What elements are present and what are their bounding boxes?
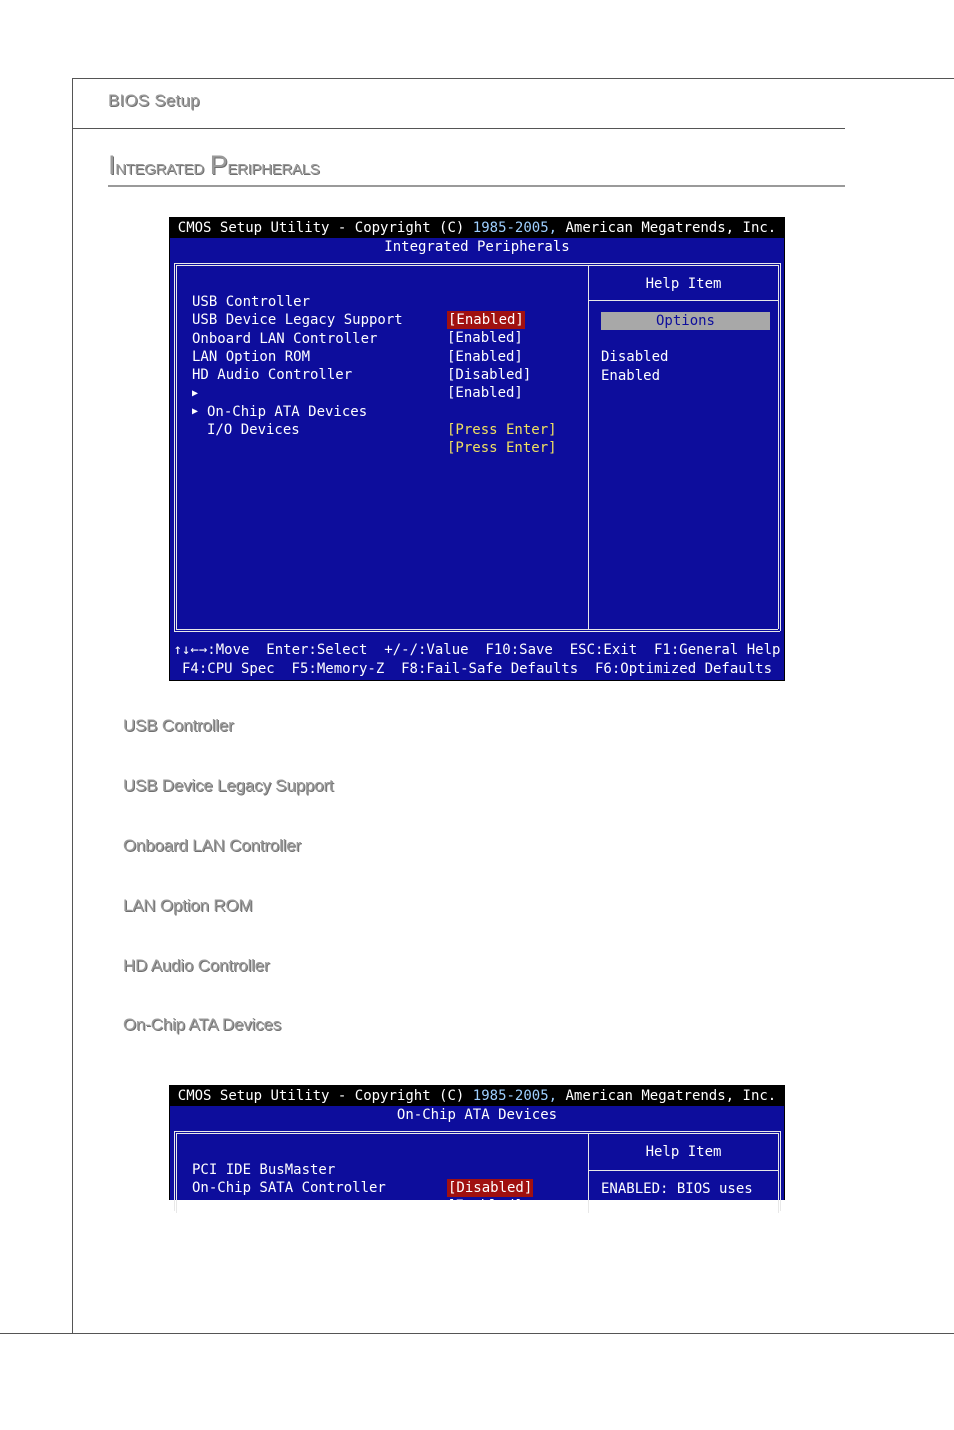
heading-usb-legacy: USB Device Legacy Support (123, 776, 334, 795)
item-label: USB Device Legacy Support (192, 312, 403, 328)
item-label: On-Chip ATA Devices (207, 404, 368, 420)
item-value[interactable]: [Press Enter] (447, 440, 557, 456)
section-title-initial-1: I (108, 150, 116, 180)
item-value[interactable]: [Enabled] (447, 1198, 523, 1214)
help-item-title: Help Item (645, 1144, 722, 1160)
item-label: On-Chip SATA Controller (192, 1180, 386, 1196)
frame-right-inner (778, 1133, 779, 1213)
left-margin-rule (72, 78, 73, 1334)
heading-hd-audio: HD Audio Controller (123, 956, 270, 975)
section-title (108, 150, 319, 181)
copyright-company: American Megatrends, Inc. (557, 1088, 777, 1104)
copyright-text: CMOS Setup Utility - Copyright (C) (177, 220, 473, 236)
item-value-selected[interactable]: [Disabled] (448, 1180, 533, 1196)
item-label: I/O Devices (207, 422, 300, 438)
top-rule (72, 78, 954, 79)
section-title-initial-2: P (209, 150, 228, 180)
bios-subtitle: On-Chip ATA Devices (396, 1107, 558, 1123)
frame-top-inner (176, 1133, 778, 1134)
item-label: LAN Option ROM (192, 349, 311, 365)
heading-usb-controller: USB Controller (123, 716, 234, 735)
section-title-rest-1: ntegrated (115, 154, 204, 179)
options-label: Options (601, 312, 770, 330)
item-value-selected[interactable]: [Enabled] (448, 312, 524, 328)
bios-key-help-line-1: ↑↓←→:Move Enter:Select +/-/:Value F10:Save ESC:Exit F1:General Help (173, 642, 781, 658)
frame-bottom (174, 631, 780, 632)
option-enabled: Enabled (601, 368, 661, 384)
item-label: PCI IDE BusMaster (192, 1162, 336, 1178)
frame-right (780, 1131, 781, 1211)
bios-title-bar (170, 1086, 784, 1106)
copyright-company: American Megatrends, Inc. (557, 220, 777, 236)
item-value[interactable]: [Disabled] (447, 367, 532, 383)
item-value[interactable]: [IDE] (447, 1217, 490, 1233)
item-value[interactable]: [Enabled] (447, 385, 523, 401)
bios-screen-onchip-ata-devices (169, 1085, 785, 1233)
item-label: USB Controller (192, 294, 311, 310)
bios-screen-integrated-peripherals (169, 217, 785, 681)
header-underline (72, 128, 845, 129)
submenu-arrow-icon: ▶ (192, 388, 199, 399)
page-header-title: BIOS Setup (108, 91, 200, 110)
frame-right-inner (778, 265, 779, 629)
copyright-years: 1985-2005, (472, 220, 558, 236)
option-disabled: Disabled (601, 349, 669, 365)
item-label: Onboard LAN Controller (192, 331, 378, 347)
section-title-rest-2: eripherals (227, 154, 320, 179)
frame-top (174, 1131, 780, 1132)
heading-onchip-ata: On-Chip ATA Devices (123, 1015, 282, 1034)
heading-lan-option-rom: LAN Option ROM (123, 896, 253, 915)
copyright-years: 1985-2005, (472, 1088, 558, 1104)
item-value[interactable]: [Enabled] (447, 330, 523, 346)
item-label: HD Audio Controller (192, 367, 353, 383)
help-description: ENABLED: BIOS uses (601, 1181, 753, 1197)
bios-subtitle: Integrated Peripherals (384, 239, 570, 255)
copyright-text: CMOS Setup Utility - Copyright (C) (177, 1088, 473, 1104)
item-value[interactable]: [Press Enter] (447, 422, 557, 438)
frame-right (780, 263, 781, 631)
help-item-title: Help Item (645, 276, 722, 292)
bios-title-bar (170, 218, 784, 238)
submenu-arrow-icon: ▶ (192, 406, 199, 417)
bottom-rule (0, 1333, 954, 1334)
bios-key-help-line-2: F4:CPU Spec F5:Memory-Z F8:Fail-Safe Defaults F6:Optimized Defaults (181, 661, 772, 677)
frame-top-inner (176, 265, 778, 266)
item-label: RAID Mode (192, 1199, 268, 1215)
frame-bottom-inner (176, 629, 778, 630)
heading-onboard-lan: Onboard LAN Controller (123, 836, 301, 855)
item-value[interactable]: [Enabled] (447, 349, 523, 365)
section-underline (108, 185, 845, 187)
help-title-divider (588, 1170, 778, 1171)
frame-top (174, 263, 780, 264)
help-title-divider (588, 300, 778, 301)
